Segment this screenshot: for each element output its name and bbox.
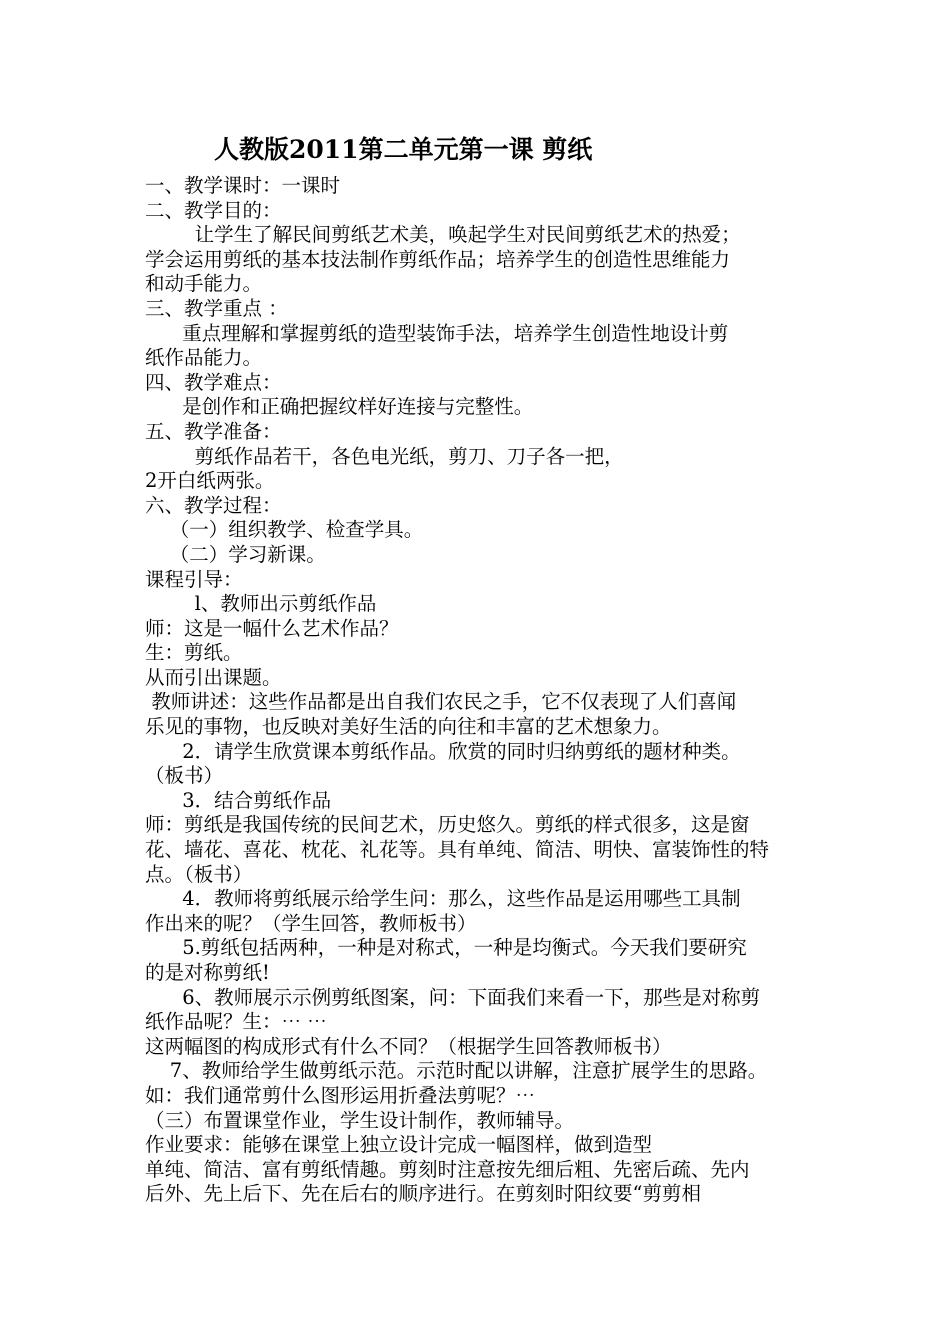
text-line: 剪纸作品若干，各色电光纸，剪刀、刀子各一把， — [145, 444, 624, 468]
text-line: 从而引出课题。 — [145, 665, 282, 689]
text-line: 乐见的事物，也反映对美好生活的向往和丰富的艺术想象力。 — [145, 715, 672, 739]
text-line: 和动手能力。 — [145, 272, 263, 296]
text-line: 六、教学过程： — [145, 493, 282, 517]
text-line: 教师讲述：这些作品都是出自我们农民之手，它不仅表现了人们喜闻 — [145, 690, 737, 714]
text-line: （板书） — [145, 764, 224, 788]
text-line: 6、教师展示示例剪纸图案，问：下面我们来看一下，那些是对称剪 — [145, 985, 761, 1009]
text-line: 重点理解和掌握剪纸的造型装饰手法，培养学生创造性地设计剪 — [145, 321, 729, 345]
text-line: （二）学习新课。 — [145, 542, 326, 566]
text-line: 师：这是一幅什么艺术作品？ — [145, 616, 399, 640]
text-line: 如：我们通常剪什么图形运用折叠法剪呢？⋯ — [145, 1083, 536, 1107]
text-line: 作业要求：能够在课堂上独立设计完成一幅图样，做到造型 — [145, 1133, 653, 1157]
text-line: 7、教师给学生做剪纸示范。示范时配以讲解，注意扩展学生的思路。 — [145, 1059, 768, 1083]
text-line: 花、墙花、喜花、枕花、礼花等。具有单纯、简洁、明快、富装饰性的特 — [145, 838, 770, 862]
text-line: 作出来的呢？（学生回答，教师板书） — [145, 911, 477, 935]
text-line: 点。（板书） — [145, 862, 253, 886]
text-line: 让学生了解民间剪纸艺术美，唤起学生对民间剪纸艺术的热爱； — [145, 223, 741, 247]
text-line: 后外、先上后下、先在后右的顺序进行。在剪刻时阳纹要“剪剪相 — [145, 1182, 701, 1206]
text-line: 四、教学难点： — [145, 370, 282, 394]
text-line: 单纯、简洁、富有剪纸情趣。剪刻时注意按先细后粗、先密后疏、先内 — [145, 1157, 750, 1181]
text-line: 师：剪纸是我国传统的民间艺术，历史悠久。剪纸的样式很多，这是窗 — [145, 813, 750, 837]
text-line: 三、教学重点 ： — [145, 296, 288, 320]
text-line: 2开白纸两张。 — [145, 469, 275, 493]
text-line: 纸作品能力。 — [145, 346, 263, 370]
text-line: 的是对称剪纸! — [145, 961, 270, 984]
document-title: 人教版2011第二单元第一课 剪纸 — [214, 135, 593, 164]
text-line: 这两幅图的构成形式有什么不同？（根据学生回答教师板书） — [145, 1034, 672, 1058]
text-line: （一）组织教学、检查学具。 — [145, 518, 424, 542]
text-line: 一、教学课时：一课时 — [145, 174, 341, 197]
text-line: 4．教师将剪纸展示给学生问：那么，这些作品是运用哪些工具制 — [145, 887, 741, 911]
text-line: （三）布置课堂作业，学生设计制作，教师辅导。 — [145, 1108, 575, 1132]
text-line: 5.剪纸包括两种，一种是对称式，一种是均衡式。今天我们要研究 — [145, 936, 747, 960]
text-line: 纸作品呢？生：⋯ ⋯ — [145, 1010, 327, 1034]
text-line: 课程引导： — [145, 567, 243, 591]
text-line: 3．结合剪纸作品 — [145, 788, 332, 812]
text-line: 学会运用剪纸的基本技法制作剪纸作品；培养学生的创造性思维能力 — [145, 247, 731, 271]
text-line: l、教师出示剪纸作品 — [145, 592, 377, 616]
text-line: 是创作和正确把握纹样好连接与完整性。 — [145, 395, 534, 419]
text-line: 五、教学准备： — [145, 419, 282, 443]
text-line: 2．请学生欣赏课本剪纸作品。欣赏的同时归纳剪纸的题材种类。 — [145, 739, 741, 763]
text-line: 生：剪纸。 — [145, 641, 243, 665]
document-body — [145, 174, 813, 1207]
text-line: 二、教学目的： — [145, 198, 282, 222]
